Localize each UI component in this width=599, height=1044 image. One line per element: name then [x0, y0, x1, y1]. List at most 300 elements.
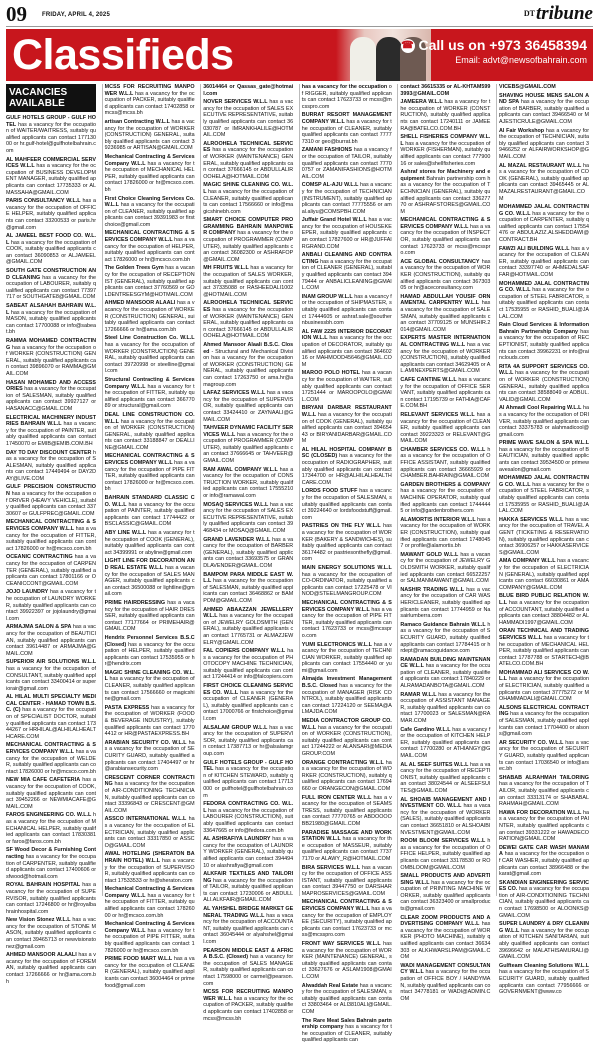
ad-company: AWAL HOTELING (SHERATON BAHRAIN HOTEL) W.L.L — [104, 851, 195, 864]
ad-company: AHMED MANSOOR ALAALI — [6, 952, 77, 959]
ad-text: has a vacancy for the occupation of WORKER (CONSTRUCTION), suitably qualified applicants can contact 17240111 or JAMEERA@BATELCO.COM.BH — [400, 99, 491, 132]
ad-text: has a vacancy for the occupation of INSPECTOR, suitably qualified applicants can contact 17623733 or mcss@mcsspro.com — [400, 223, 491, 257]
ad-text: has a vacancy for the occupation of CONSULTANT, suitably qualified applicants can contact 33400414 or superiorair@gmail.com — [6, 665, 96, 692]
ad-company: PARIS CONSULTANCY W.L.L — [6, 198, 81, 205]
ad-text: has a vacancy for the occupation of SUPERVISOR, suitably qualified applicants can contact 33424410 or ZAYNAALI@GMAIL.COM — [203, 390, 294, 423]
ad-company: Structural Contracting & Services Company W.L.L — [104, 376, 195, 390]
ad-company: PASTRIES ON THE FLY W.L.L — [301, 523, 381, 530]
ad-company: GULF HOTELS GROUP - GULF HOTEL — [203, 759, 294, 773]
classified-ad — [499, 921, 589, 961]
classified-ad — [302, 983, 392, 1016]
ad-company: MEDIA CONTRACTOR GROUP CO. W.L.L — [301, 718, 392, 731]
ad-text: has a vacancy for the occupation of LABOURER, suitably qualified applicants can contact 77397717 or SOUTHGATE8@GMAIL.COM — [6, 274, 97, 301]
classified-ad — [499, 558, 589, 591]
ad-column — [499, 84, 590, 996]
classified-ad — [6, 484, 96, 517]
classified-ad — [203, 141, 293, 181]
ad-text: has a vacancy for the occupation of CARPENTER, suitably qualified applicants can contact 17554476 or ABDULAZIZ.ALSHEDDAWI@CONTRACT.BH — [499, 210, 589, 244]
classified-ad — [105, 740, 195, 773]
classified-ad — [302, 147, 392, 180]
ad-text: has a vacancy for the occupation of CO-ORDINATOR, suitably qualified applicants can contact 17225478 or VINOD@STEELMANGROUP.COM — [301, 571, 392, 598]
ad-company: MECHANICAL CONTRACTING & SERVICES COMPANY W.L.L — [104, 453, 195, 467]
ad-column — [203, 84, 294, 1022]
ad-company: RAM AWAL COMPANY W.L.L — [203, 466, 278, 473]
classified-ad — [302, 112, 392, 145]
ad-company: SUPER LAUNDRY & DRY CLEANING W.L.L — [499, 921, 589, 934]
classified-ad — [105, 705, 195, 738]
ad-text: has a vacancy for the occupation of WORKER (FOOD & BEVERAGE INDUSTRY), suitably qualified applicants can contact 17704412 or HR@PASTAEXPRESS.BH — [104, 704, 195, 738]
ad-company: MECHANICAL CONTRACTING & SERVICES COMPANY W.L.L — [6, 519, 96, 533]
ad-text: has a vacancy for the occupation of WORKER (CONSTRUCTION), suitably qualified applicants can contact 17480457 or profile@alamortis.bh — [400, 516, 491, 550]
ad-text: has a vacancy for the occupation of COOK, suitably qualified applicants can contact 39452266 or NEWMIACAFE@GMAIL.COM — [6, 777, 96, 810]
contact-phone: Call us on +973 36458394 — [418, 37, 587, 53]
ad-company: ASSCO INTERNATIONAL W.L.L — [104, 816, 187, 823]
ad-company: YUMI ELECTRONICS W.L.L — [301, 641, 372, 648]
ad-text: has a vacancy for the occupation of WORKER (MAINTENANCE) GENERAL, suitably qualified applicants can contact 37666145 or ABDULLALIROOHELA@HOTMAIL.COM — [203, 147, 294, 180]
ad-company: Hendrix Personnel Services B.S.C (Closed) — [104, 634, 195, 648]
ad-company: FAROS ENGINEERING CO. W.L.L — [6, 812, 92, 819]
ad-text: Bahrain partnership com has a vacancy for the occupation of TECHNICIAN (GENERAL), suitably qualified applicants can contact 33627770 or ASHRAFSTORES@GMAIL.COM — [400, 175, 491, 215]
classified-ad — [400, 587, 490, 620]
ad-text: has a vacancy for the occupation of JEWELRY GOLDSMITH (GENERAL), suitably qualified applicants can contact 17765731 or ALMAZJEWELRY@GMAIL.COM — [203, 613, 294, 646]
ad-text: has a vacancy for the occupation of FITTER, suitably qualified applicants can contact 17826000 or hr@mcsco.com.bh — [6, 526, 96, 552]
ad-text: has a vacancy for the occupation of BEAUTICIAN, suitably qualified applicants can contact 39614487 or ARMAJMA@GMAIL.COM — [6, 624, 97, 657]
ad-company: PRIME WAVE SALON & SPA W.L.L — [499, 440, 589, 447]
classified-ad — [499, 93, 589, 126]
ad-text: has a vacancy for the occupation of COOK (GENERAL), suitably qualified applicants can contact 39465445 or ALMAZALRESTAURANT@GMAIL.COM — [499, 162, 590, 202]
ad-text: has a vacancy for the occupation of CAR WASHER/CLEANER, suitably qualified applicants can contact 17744959 or Nasairlumberra.com — [400, 586, 491, 620]
ad-text: has a vacancy for the occupation of COOK (GENERAL), suitably qualified applicants can contact 34399991 or abyline@gmail.com — [104, 530, 195, 556]
classified-ad — [400, 447, 490, 480]
classified-ad — [6, 659, 96, 692]
ad-company: ROYAL BAHRAIN HOSPITAL — [6, 882, 81, 889]
classified-ad — [499, 775, 589, 808]
ad-company: AHMED ABAAZZAN JEWELLERY W.L.L — [203, 606, 294, 620]
classified-ad — [203, 572, 293, 605]
ad-company: SMART CHOICE COMPUTER PROGRAMMING BAHRAIN MANPOWER COMPANY — [203, 217, 294, 237]
classified-ad — [400, 335, 490, 375]
ad-text: has a vacancy for the occupation of SALESMAN, suitably qualified applicants can contact 17704400 or alsons@gmail.com — [499, 711, 589, 738]
ad-text: has a vacancy for the occupation of WORKER (CONSTRUCTION), suitably qualified applicants can contact 34629405 or AL.AMINEXPERTS@GMAIL.COM — [400, 341, 491, 375]
classified-ad — [499, 963, 589, 996]
ad-company: AL HILAL HOSPITAL COMPANY BSC (CLOSED) — [301, 446, 392, 460]
classified-ad — [105, 635, 195, 668]
ad-company: MOHAMMED JALAL CONTRACTING CO. W.L.L — [499, 475, 589, 488]
classified-ad — [400, 259, 490, 292]
classified-ad — [302, 294, 392, 327]
classified-ad — [302, 405, 392, 445]
classified-ad — [203, 871, 293, 904]
ad-text: has a vacancy for the occupation of WORKER (CONSTRUCTION), suitably qualified applicants can contact 17694660 or ORANGECON@GMAIL.COM — [301, 759, 392, 792]
classified-ad — [400, 217, 490, 257]
ad-company: AL ASHRAFIYA LAUNDRY — [203, 836, 271, 843]
ad-text: has a vacancy for the occupation of OFFICE ASSISTANT, suitably qualified applicants can contact 36665929 or CHAMBER.BAHRAIN@GMAIL.COM — [400, 446, 491, 480]
classified-ad — [499, 628, 589, 668]
classified-ad — [105, 530, 195, 556]
classified-ad — [400, 797, 490, 837]
classified-ad — [302, 676, 392, 716]
classified-ad — [203, 801, 293, 834]
classified-ad — [105, 154, 195, 194]
classified-ad — [105, 335, 195, 375]
ad-company: GULF PRECISION CONSTRUCTION — [6, 484, 96, 498]
ad-text: has a vacancy for the occupation of FITTER, suitably qualified applicants can contact 36677089 or structural@gmail.com — [104, 383, 195, 410]
page-header — [6, 3, 593, 25]
classified-ad — [203, 906, 293, 946]
ad-company: JAMEERA W.L.L — [400, 99, 443, 106]
page-number: 09 — [6, 2, 27, 26]
classified-ad — [499, 593, 589, 626]
classified-ad — [499, 84, 589, 91]
ad-text: has a vacancy for the occupation of OFFICE BOY / HANDYMAN, suitably qualified applicants can contact 34778181 or WADI@ADMIN.COM — [400, 969, 491, 1002]
ad-text: of RIGGER, suitably qualified applicants can contact 17623733 or mcss@mcsspro.com — [301, 84, 392, 110]
ad-column — [301, 84, 392, 1044]
ad-text: has a vacancy for the occupation of SUPERVISOR, suitably qualified applicants can contact 17246800 or hr@royalbahrainhospital.com — [6, 882, 97, 915]
ad-company: MAROO POLO HOTEL — [301, 370, 360, 377]
ad-company: MOSAQ SERVICES W.L.L — [203, 501, 269, 508]
classified-ad — [499, 880, 589, 920]
classified-ad — [203, 342, 293, 388]
ad-company: AL SHOAIB MANAGEMENT AND INVESTMENT CO. W.L.L — [400, 796, 491, 810]
ad-text: has a vacancy for the occupation of AIR-CONDITIONING TECHNICIAN, suitably qualified applicants can contact 33396843 or CRESCENT@GMAIL.COM — [104, 781, 195, 814]
ad-text: has a vacancy for the occupation of DRIVER (HEAVY VEHICLE), suitably qualified applicants can contact 33730607 or GULFPREC@GMAIL.COM — [6, 491, 96, 517]
classified-ad — [400, 294, 490, 334]
classified-ad — [6, 380, 96, 413]
classified-ad — [105, 300, 195, 333]
ad-company: contact 36615335 or AL-KHTAM5993993@GMAIL.COM — [400, 84, 491, 97]
classified-ad — [400, 963, 490, 1003]
ad-company: INAM GROUP W.L.L — [301, 293, 353, 300]
ad-text: has a vacancy for the occupation of WORKER (BAKERY & SANDWICHES), suitably qualified applicants can contact 36174482 or pastriesonthefly@gmail.com — [301, 523, 392, 563]
ad-company: HASAN MOHAMED AND ACCESSORIES — [6, 379, 96, 393]
ad-text: has a vacancy for the occupation of SECURITY GUARD, suitably qualified applicants can contact 17784415 or hrdept@ramacoguidance.com — [400, 621, 491, 655]
contact-info — [401, 36, 588, 67]
classified-ad — [105, 775, 195, 815]
ad-text: has a vacancy for the occupation of WORKER (SALES), suitably qualified applicants can contact 36651810 or ALSHOAIBINVESTMENT@GMAIL.COM — [400, 803, 491, 836]
classified-ad — [105, 119, 195, 152]
classified-ad — [499, 364, 589, 404]
ad-text: - Structural and Mechanical Division has a vacancy for the occupation of WORKER (CONSTRUCTION) GENERAL, suitably qualified applicants can contact 17263750 or ama.hr@amagroup.com — [203, 348, 294, 388]
classified-ad — [302, 565, 392, 598]
ad-text: has a vacancy for the occupation of RADIOGRAPHER, suitably qualified applicants can contact 17344700 or HR@ALHILALHEALTHCARE.COM — [301, 453, 392, 486]
ad-text: has a vacancy for the occupation of TECHNICIAN, suitably qualified applicants can contact 39466252 or ALFAIRWORKSHOP@GMAIL.COM — [499, 127, 590, 160]
ad-company: ACE GLOBAL CONSULTANCY — [400, 258, 480, 265]
classified-ad — [302, 370, 392, 403]
ad-company: ALROOHELA TECHNICAL SERVICES — [203, 300, 294, 313]
ad-company: FRONT WAY SERVICES W.L.L — [301, 941, 381, 948]
ad-company: Alwaddah Real Estate — [301, 982, 359, 989]
classified-ad — [6, 303, 96, 336]
ad-text: has a vacancy for the occupation of CARPENTER, suitably qualified applicants can contact 17400606 or sfwood@hotmail.com — [6, 853, 97, 880]
ad-company: AL MAHFEER COMMERCIAL SERVICES W.L.L — [6, 156, 96, 170]
classified-ad — [6, 554, 96, 587]
ad-company: CLEAR ZOOM PRODUCTS AND ADVERTISING COMPANY W.L.L — [400, 914, 491, 928]
ad-text: has a vacancy for the occupation of RECEPTIONIST, suitably qualified applicants can contact 39962231 or info@rainclouds.com — [499, 328, 589, 362]
ad-text: has a vacancy for the occupation of SPECIALIST DOCTOR, suitably qualified applicants can contact 17344267 or HRHILAL@ALHILALHEALTHCARE.COM — [6, 707, 96, 740]
ad-company: BIRA SERVICES W.L.L — [301, 864, 361, 871]
ad-company: Almajda Investment Management B.S.C. Closed — [301, 676, 392, 690]
classified-columns — [6, 84, 593, 1044]
ad-text: has a vacancy for the occupation of WORKER (PHOTO MACHINE), suitably qualified applicants can contact 36634303 or ALKHWARSLPAM@GMAIL.COM — [400, 921, 491, 961]
brand-name: tribune — [535, 3, 593, 24]
ad-company: MAIN ENERGY SOLUTIONS W.L.L — [301, 564, 392, 571]
ad-text: has a vacancy for the occupation of BARBER (GENERAL), suitably qualified applicants can contact 33693575 or GRANDLAVENDER@GMAIL.COM — [203, 536, 294, 569]
ad-company: DAY TO DAY DISCOUNT CENTER — [6, 449, 92, 456]
ad-text: has a vacancy for the occupation of SALES WORKER, suitably qualified applicants can contact 37335088 or RASHEEDALI1002@HOTMAIL.COM — [203, 265, 294, 298]
ad-text: has a vacancy for the occupation of CLEANER (GENERAL), suitably qualified applicants can contact 17000766 or firstchoice@gmail.com — [203, 689, 294, 723]
ad-text: has a vacancy for the occupation of STEEL FABRICATOR, suitably qualified applicants can contact 17535955 or RASHID_BUALI@JALAL.COM — [499, 481, 589, 515]
ad-text: has a vacancy for the occupation of CLEANER, suitably qualified applicants can contact 33397740 or AHMEDALSAFFAR@HOTMAIL.COM — [499, 245, 590, 279]
person-figure-icon — [350, 37, 376, 81]
ad-text: has a vacancy for the occupation of HELPER, suitably qualified applicants can contact 17535955 or hr@hendrix.com — [104, 641, 195, 668]
classified-ad — [302, 252, 392, 292]
classified-ad — [302, 329, 392, 369]
ad-company: MAWANT GOLD W.L.L — [400, 551, 459, 558]
ad-text: has a vacancy for the occupation of AIR-CONDITIONING TECHNICIAN, suitably qualified applicants can contact 17698500 or ALOONKS@GMAIL.COM — [499, 886, 589, 919]
ad-column — [6, 84, 97, 985]
classified-ad — [105, 377, 195, 410]
ad-text: has a vacancy for the occupation of ELECTRICIAN (GENERAL), suitably qualified applicants can contact 66030861 or AMACOMPANY@GMAIL.COM — [499, 558, 589, 591]
ad-company: First Choice Cleaning Services Co. W.L.L — [104, 195, 195, 209]
ad-text: has a vacancy for the occupation of WORKER (CONSTRUCTION) GENERAL, suitably qualified applicants can contact 39720998 or steelline@gmail.com — [104, 341, 195, 375]
ad-text: has a vacancy for the occupation of OFFICE ASSISTANT, suitably qualified applicants can contact 39447750 or DARSHARMAPROSERVICES@GMAIL.COM — [301, 864, 392, 897]
classified-ad — [400, 552, 490, 585]
classified-ad — [302, 84, 392, 110]
ad-company: MECHANICAL CONTRACTING & SERVICES COMPANY W.L.L — [400, 217, 491, 230]
column-divider — [102, 84, 103, 896]
ad-text: has a vacancy for the occupation of CLEANER (GENERAL), suitably qualified applicants can contact 39479444 or ANBALICLEANING@GMAIL.COM — [301, 258, 392, 292]
ad-company: MCSS FOR RECRUITING MANPOWER W.L.L — [203, 989, 294, 1002]
ad-text: has a vacancy for the occupation of TAILOR, suitably qualified applicants can contact 17230006 or ABDULLALI.ALKFAIR@GMAIL.COM — [203, 877, 294, 904]
ad-text: has a vacancy for the occupation of STONE MASON, suitably qualified applicants can contact 39465713 or newvisionstonez@gmail.com — [6, 917, 97, 950]
classified-ad — [203, 607, 293, 647]
ad-company: 36014464 or Qassas_gate@hotmail.com — [203, 84, 294, 97]
classified-ad — [400, 762, 490, 795]
ad-company: LORDS FOOD STUFF — [301, 488, 358, 495]
ad-company: ARMAJMA SALON & SPA — [6, 624, 72, 631]
ad-text: has a vacancy for the occupation of LAUNDRY WORKER, suitably qualified applicants can contact 39922397 or jojolaundry@gmail.com — [6, 589, 96, 622]
ad-text: has a vacancy for the occupation of FITTER, suitably qualified applicants can contact 17826000 or hr@mcsco.com.bh — [104, 892, 195, 919]
ad-text: has a vacancy for the occupation of SECURITY GUARD, suitably qualified applicants can contact 17404497 or hr@arabiansecurity.com — [104, 739, 195, 773]
ad-company: Ashraf stores for Machinery and equipment — [400, 169, 491, 182]
vacancies-heading: VACANCIES AVAILABLE — [6, 84, 96, 112]
ad-company: AL HILAL MULTI SPECIALTY MEDICAL CENTER - HAMAD TOWN B.S.C. (C) — [6, 694, 96, 714]
ad-company: FEDORA CONTRACTING CO. W.L.L — [203, 801, 294, 814]
classified-ad — [203, 467, 293, 500]
ad-text: has a vacancy for the occupation of SALESMAN, suitably qualified applicants can contact 39927127 or HASANACC@GMAIL.COM — [6, 386, 96, 412]
classified-ad — [400, 517, 490, 550]
classified-ad — [203, 725, 293, 758]
classified-ad — [6, 952, 96, 985]
column-divider — [200, 84, 201, 896]
ad-text: has a vacancy for the occupation of WORKER (CONSTRUCTION), suitably qualified applicants can contact 17244222 or ALANSARI@MEDIAGROUP.COM — [301, 724, 392, 757]
ad-company: FAWZI ALI BUILDING W.L.L — [499, 245, 570, 252]
ad-text: has a vacancy for the occupation of PACKER, suitably qualified applicants can contact 17402858 or mcss@mcss.bh — [203, 995, 294, 1022]
phone-icon: ☎ — [401, 40, 414, 52]
ad-text: has a vacancy for the occupation of PIPE FITTER, suitably qualified applicants can contact 17826000 or hr@mcsco.com.bh — [104, 460, 195, 493]
classified-ad — [302, 830, 392, 863]
ad-text: has a vacancy for the occupation of PAINTER, suitably qualified applicants can contact 39331222 or HAWADECORATION@GMAIL.COM — [499, 809, 589, 843]
ad-company: Juffair Grand Hotel W.L.L — [301, 217, 367, 224]
ad-company: EXPERTS MASTER INTERNATIONAL CONTRACTING W.L.L — [400, 335, 491, 348]
ad-company: CHAMBER SERVICES CO. W.L.L — [400, 446, 486, 453]
ad-text: has a vacancy for the occupation of ACCOUNTANT, suitably qualified applicants can contact 38804482 or ALHAMMADI1997@GMAIL.COM — [499, 599, 589, 626]
ad-text: has a vacancy for the occupation of TECHNICIAN WORKER, suitably qualified applicants can contact 17554440 or yumi@gmail.com — [301, 641, 392, 674]
classified-ad — [105, 956, 195, 989]
classifieds-banner — [6, 29, 593, 81]
ad-text: has a vacancy for the occupation of BARBER, suitably qualified applicants can contact 39466540 or MAJESTICRULE@GMAIL.COM — [499, 99, 590, 125]
ad-text: has a vacancy for the occupation of DRIVER, suitably qualified applicants can contact 33375783 or alahmadicool@gmail.com — [499, 405, 589, 438]
ad-text: has a vacancy for the occupation of HELPER, suitably qualified applicants can contact 17826000 or hr@mcsco.com.bh — [104, 237, 195, 263]
ad-company: SUPERIOR AIR SOLUTIONS W.L.L — [6, 659, 96, 666]
classified-ad — [6, 115, 96, 155]
ad-text: has a vacancy for the occupation of COOK, suitably qualified applicants can contact 36090853 or ALJAMEEL@GMAIL.COM — [6, 239, 96, 266]
ad-company: PRIME FOOD MART W.L.L — [104, 956, 173, 963]
ad-text: has a vacancy for the occupation of KITCHEN HELPER, suitably qualified applicants can contact 17700280 or ATHIANGY@GMAIL.COM — [400, 726, 491, 759]
classified-ad — [400, 838, 490, 871]
ad-text: has a vacancy for the occupation of HOUSEKEEPER, suitably qualified applicants can contact 17827600 or HR@JUFFAIRGRAND.COM — [301, 217, 392, 250]
ad-company: LIGHT LINE FOR DECORATION AND REAL ESTATE W.L.L — [104, 558, 195, 571]
ad-text: has a vacancy for the occupation of CLEANER, suitably qualified applicants can contact 17566660 or magicshine@gmail.com — [104, 676, 195, 703]
ad-company: Ahmed Mansoor Alaali B.S.C. Closed — [203, 341, 294, 355]
classified-ad — [302, 523, 392, 563]
classified-ad — [6, 812, 96, 845]
classified-ad — [302, 795, 392, 828]
ad-text: has a vacancy for the occupation of EMPLOYEE (SECURITY), suitably qualified applicants can contact 17623733 or mcss@mcsspro.com — [301, 906, 392, 939]
ad-company: has a vacancy for the occupation — [301, 84, 388, 90]
ad-company: RAMMA MOHAMED CONTRACTING — [6, 338, 96, 351]
classified-ad — [6, 233, 96, 266]
classified-ad — [400, 915, 490, 961]
ad-company: GRAND LAVENDER W.L.L — [203, 536, 271, 543]
ad-text: has a vacancy for the occupation of WORKER (MAINTENANCE) GENERAL, suitably qualified applicants can contact 33627676 or ASLAM1908@GMAIL.COM — [301, 941, 392, 980]
ad-text: has a vacancy for the occupation of WORKER (FISHERMAN), suitably qualified applicants can contact 77790016 or sales@shellfisheries.com — [400, 140, 491, 167]
classified-ad — [105, 495, 195, 528]
classified-ad — [105, 230, 195, 263]
ad-text: has a vacancy for the occupation of SECURITY GUARD, suitably qualified applicants can contact 77956666 or GOVERNMENT@www.co — [499, 969, 589, 996]
classified-ad — [400, 622, 490, 655]
classified-ad — [6, 415, 96, 448]
classified-ad — [6, 157, 96, 197]
classified-ad — [499, 281, 589, 321]
header-divider — [6, 26, 593, 27]
issue-date: FRIDAY, APRIL 4, 2025 — [42, 12, 111, 18]
classified-ad — [105, 265, 195, 298]
ad-company: PRIME HAIRDRESSING — [104, 599, 166, 606]
ad-text: has a vacancy for the occupation of PHOTOCOPY MACHINE TECHNICIAN, suitably qualified applicants can contact 17244414 or info@falcopiers.com — [203, 648, 294, 681]
classified-ad — [302, 182, 392, 215]
ad-text: has a vacancy for the occupation of CARPENTER (GENERAL), suitably qualified applicants can contact 17801166 or OCEANICCONT@GMAIL.COM — [6, 554, 96, 587]
classified-ad — [302, 642, 392, 675]
classified-ad — [400, 377, 490, 410]
ad-company: AHMED MANSOOR ALAALI — [104, 300, 176, 307]
classified-ad — [499, 128, 589, 161]
classified-ad — [6, 450, 96, 483]
ad-company: LAFAZ SERVICES W.L.L — [203, 390, 266, 397]
ad-company: SABEAT ALSAHAH BAHRAIN W.L.L — [6, 303, 96, 316]
ad-text: has a vacancy for the occupation of WORKER (CONSTRUCTION) GENERAL, suitably qualified applicants can contact 33188847 or DEALLINE@GMAIL.COM — [104, 418, 195, 451]
classified-ad — [400, 873, 490, 913]
ad-company: The Golden Trees Gym — [104, 265, 164, 272]
ad-text: has a vacancy for the occupation of ACCOUNTANT, suitably qualified applicants can contact 36045444 or alyahshel@gmail.com — [203, 912, 294, 946]
ad-text: has a vacancy for the occupation of SALESMAN, suitably qualified applicants can contact 36468862 or BAMPOM@GMAIL.COM — [203, 578, 294, 604]
ad-text: has a vacancy for the occupation of PRINTING MACHINE WORKER, suitably qualified applicants can contact 36323400 or smallproducts@gmail.com — [400, 879, 491, 913]
ad-company: RAMAR W.L.L — [400, 691, 437, 698]
ad-text: has a vacancy for the occupation of MECHANICAL HELPER, suitably qualified applicants can contact 17787788 or STARTECH@BATELCO.COM.BH — [499, 634, 590, 668]
ad-company: HAMAD ABDULLAH YOUSIF ORNAMENTAL CARPENTRY W.L.L — [400, 293, 491, 307]
ad-company: ALKFAIR TEXTILES AND TAILORING — [203, 871, 294, 884]
ad-text: has a vacancy for the occupation of CLEANER (GENERAL), suitably qualified applicants can contact 36004464 or primefood@gmail.com — [104, 956, 195, 989]
ad-text: has a vacancy for the occupation of SALES EXECUTIVE REPRESENTATIVE, suitably qualified applicants can contact 36030787 or IMRANKHALILE@HOTMAIL.COM — [203, 99, 294, 139]
ad-company: MCSS FOR RECRUITING MANPOWER W.L.L — [104, 84, 195, 97]
ad-company: MECHANICAL CONTRACTING & SERVICES COMPANY W.L.L — [301, 599, 392, 613]
classified-ad — [400, 134, 490, 167]
ad-text: has a vacancy for the occupation of SALES MANAGER, suitably qualified applicants can contact 36500088 or lightline@gmail.com — [104, 564, 195, 598]
ad-text: has a vacancy for the occupation of TECHNICIAN (INSTRUMENT), suitably qualified applicants can contact 77775556 or amal.aliyu@COMSPBH.COM — [301, 182, 392, 215]
ad-company: DEWEI GATE CAR WASH MANAMA — [499, 844, 589, 858]
ad-company: AL AL SEEF SUITES W.L.L — [400, 761, 469, 768]
classified-ad — [203, 425, 293, 465]
ad-company: New Vision Stonez W.L.L — [6, 917, 71, 924]
ad-company: PASTA EXPRESS — [104, 704, 150, 711]
classified-ad — [105, 670, 195, 703]
classified-ad — [6, 917, 96, 950]
ad-text: has a vacancy for the occupation of MANAGER (RISK CONTROL), suitably qualified applicants can contact 17224120 or SEEMA@ALMAJDA.COM — [301, 683, 392, 716]
ad-text: has a vacancy for the occupation of ASSISTANT MANAGER, suitably qualified applicants can contact 17700023 or SALESMAN@RAMAR.COM — [400, 691, 491, 725]
classified-ad — [203, 648, 293, 681]
ad-text: has a vacancy for the occupation of KITCHEN SANITARIAN, suitably qualified applicants can contact 39696642 or MALATHISAMURALI@GMAIL.COM — [499, 927, 589, 961]
classified-ad — [6, 338, 96, 378]
classified-ad — [302, 760, 392, 793]
classified-ad — [203, 948, 293, 988]
ad-text: has a vacancy for the occupation of WORKER (CONSTRUCTION) GENERAL, suitably qualified applicants can contact 38588049 or ADBUL.VALID@GMAIL.COM — [499, 370, 589, 403]
ad-company: SKANDIAN ENGINEERING SERVICES CO. — [499, 879, 589, 893]
ad-company: MOHAMMAD ALI SERVICES CO W.L.L — [499, 669, 589, 683]
ad-text: has a vacancy for the occupation of MACHINE OPERATOR, suitably qualified applicants can contact 17444445 or info@gardenbrothers.com — [400, 488, 491, 515]
ad-text: has a vacancy for the occupation of SALESMAN, suitably qualified applicants can contact 33803464 or ALI3810ALI@GMAIL.COM — [301, 982, 392, 1015]
ad-company: Cafe Gardino W.L.L — [400, 726, 451, 733]
ad-company: AL YAHSHEL BRIDGE MARKET GENERAL TRADING W.L.L — [203, 906, 294, 919]
ad-text: has a vacancy for the occupation of CAR WASHER, suitably qualified applicants can contact 38966488 or thekarat@gmail.com — [499, 851, 589, 878]
ad-company: SHAVING HOUSE MENS SALON AND SPA — [499, 92, 589, 106]
ad-company: PEARSON MIDDLE EAST & AFRICA B.S.C. (Closed) — [203, 947, 294, 961]
ad-company: CAFE CANTINE W.L.L — [400, 376, 457, 383]
ad-text: has a vacancy for the occupation of FOREMAN, suitably qualified applicants can contact 17266666 or hr@ama.com.bh — [6, 952, 96, 985]
ad-company: HAKKA SERVICES W.L.L — [499, 516, 564, 523]
ad-company: OCEANIC CONTRACTING — [6, 554, 73, 561]
ad-text: has a vacancy for the occupation of ELECTRICIAN, suitably qualified applicants can contact 33317850 or ASSCO@GMAIL.COM — [104, 816, 195, 849]
classified-ad — [203, 836, 293, 869]
ad-text: has a vacancy for the occupation of SEAMSTRESS, suitably qualified applicants can contact 77770765 or ABDOOOOBB21980@GMAIL.COM — [301, 794, 392, 827]
ad-text: has a vacancy for the occupation of BUSINESS DEVELOPMENT MANAGER, suitably qualified applicants can contact 17735333 or ALMASSAHA@GMAIL.COM — [6, 163, 97, 196]
ad-company: ANBALI CLEANING AND CONTRACTING — [301, 252, 392, 265]
ad-text: has a vacancy for the occupation of WELDER, suitably qualified applicants can contact 17826000 or hr@mcsco.com.bh — [6, 749, 96, 775]
ad-company: MAGIC SHINE CLEANING CO. W.L.L — [203, 182, 294, 195]
ad-company: Ramaco Guidance Bahrain W.L.L — [400, 621, 486, 628]
classified-ad — [400, 482, 490, 515]
ad-text: has a vacancy for the occupation of PROGRAMMER (COMPUTER), suitably qualified applicants can contact 36082300 or ASHRAFOP@GMAIL.COM — [203, 230, 294, 263]
ad-company: AL JAMEEL BEST FOOD CO. W.L.L — [6, 233, 96, 246]
classified-ad — [105, 196, 195, 229]
ad-company: AL MAZAL RESTAURANT W.L.L — [499, 162, 582, 169]
column-divider — [299, 84, 300, 896]
ad-text: has a vacancy for the occupation of MASON, suitably qualified applicants can contact 17700088 or info@sabeat.bh — [6, 309, 96, 336]
ad-company: Mechanical Contracting & Services Company W.L.L — [104, 921, 195, 934]
ad-text: has a vacancy for the occupation of TRAVEL AGENT (TICKETING & RESERVATION), suitably qualified applicants can contact 36906257 or HAKKASERVICES@GMAIL.COM — [499, 516, 590, 556]
classified-ad — [203, 84, 293, 97]
ad-text: has a vacancy for the occupation of DECORATOR, suitably qualified applicants can contact 36460216 or MAHMOOD45646@GMAIL.COM — [301, 335, 392, 368]
classified-ad — [499, 705, 589, 738]
